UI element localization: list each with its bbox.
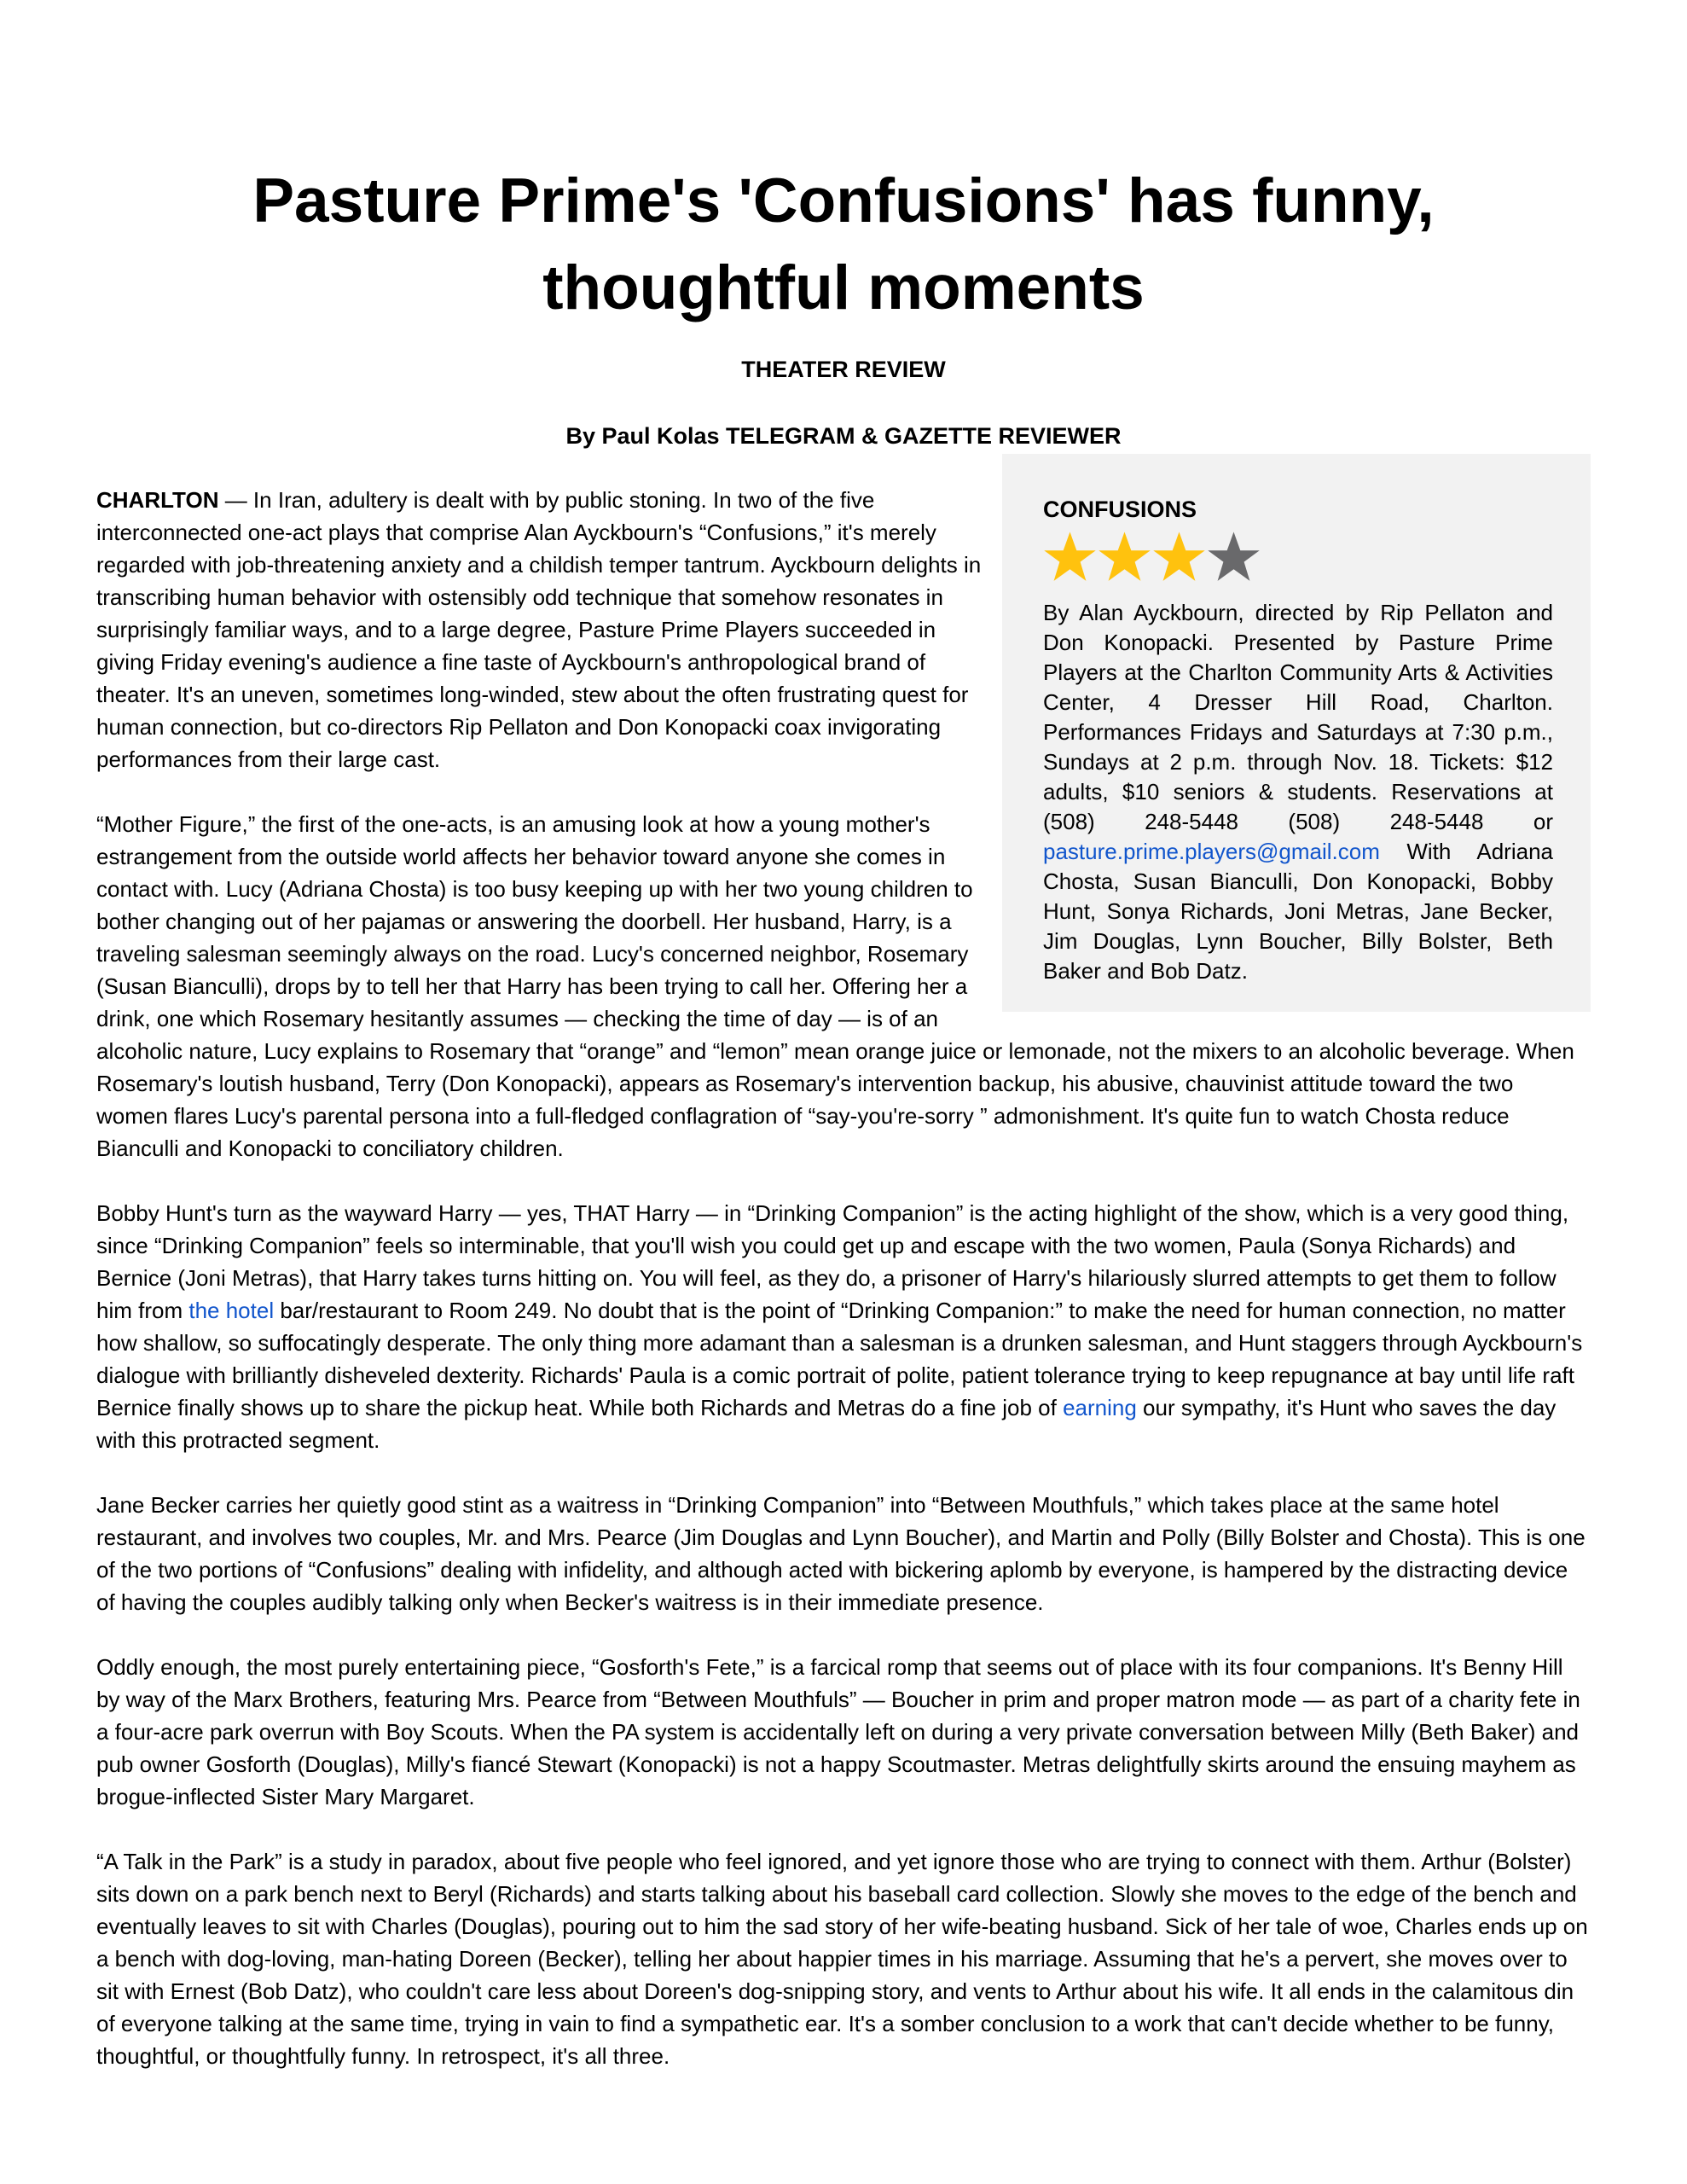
section-kicker: THEATER REVIEW bbox=[741, 357, 946, 382]
show-infobox bbox=[1002, 454, 1591, 1012]
star-filled-icon bbox=[1043, 531, 1097, 583]
infobox-info-text: By Alan Ayckbourn, directed by Rip Pellaton and Don Konopacki. Presented by Pasture Prime Players at the Charlton Community Arts & Activities Center, 4 Dresser Hill Road, Charlton. Performances Fridays and Saturdays at 7:30 p.m., Sundays at 2 p.m. through Nov. 18. Tickets: $12 adults, $10 seniors & students. Reservations at (508) 248-5448 (508) 248-5448 or bbox=[1043, 600, 1553, 834]
star-filled-icon bbox=[1152, 531, 1206, 583]
article-body bbox=[96, 484, 1591, 2072]
infobox-title: CONFUSIONS bbox=[1043, 497, 1197, 522]
article-paragraph-2: “Mother Figure,” the first of the one-acts, is an amusing look at how a young mother's estrangement from the outside world affects her behavior toward anyone she comes in contact with. Lucy (Adriana Chosta) is too busy keeping up with her two young children to bother changing out of her pajamas or answering the doorbell. Her husband, Harry, is a traveling salesman seemingly always on the road. Lucy's concerned neighbor, Rosemary (Susan Bianculli), drops by to tell her that Harry has been trying to call her. Offering her a drink, one which Rosemary hesitantly assumes — checking the time of day — is of an alcoholic nature, Lucy explains to Rosemary that “orange” and “lemon” mean orange juice or lemonade, not the mixers to an alcoholic beverage. When Rosemary's loutish husband, Terry (Don Konopacki), appears as Rosemary's intervention backup, his abusive, chauvinist attitude toward the two women flares Lucy's parental persona into a full-fledged conflagration of “say-you're-sorry ” admonishment. It's quite fun to watch Chosta reduce Bianculli and Konopacki to conciliatory children. bbox=[96, 811, 1574, 1161]
article-paragraph-3 bbox=[96, 1197, 1591, 1456]
hotel-link[interactable]: the hotel bbox=[188, 1298, 275, 1323]
infobox-cast-text: With Adriana Chosta, Susan Bianculli, Don Konopacki, Bobby Hunt, Sonya Richards, Joni Metras, Jane Becker, Jim Douglas, Lynn Boucher, Billy Bolster, Beth Baker and Bob Datz. bbox=[1043, 839, 1553, 984]
article-paragraph-5: Oddly enough, the most purely entertaining piece, “Gosforth's Fete,” is a farcical romp that seems out of place with its four companions. It's Benny Hill by way of the Marx Brothers, featuring Mrs. Pearce from “Between Mouthfuls” — Boucher in prim and proper matron mode — as part of a charity fete in a four-acre park overrun with Boy Scouts. When the PA system is accidentally left on during a very private conversation between Milly (Beth Baker) and pub owner Gosforth (Douglas), Milly's fiancé Stewart (Konopacki) is not a happy Scoutmaster. Metras delightfully skirts around the ensuing mayhem as brogue-inflected Sister Mary Margaret. bbox=[96, 1654, 1580, 1809]
article-paragraph-4: Jane Becker carries her quietly good stint as a waitress in “Drinking Companion” into “Between Mouthfuls,” which takes place at the same hotel restaurant, and involves two couples, Mr. and Mrs. Pearce (Jim Douglas and Lynn Boucher), and Martin and Polly (Billy Bolster and Chosta). This is one of the two portions of “Confusions” dealing with infidelity, and although acted with bickering aplomb by everyone, is hampered by the distracting device of having the couples audibly talking only when Becker's waitress is in their immediate presence. bbox=[96, 1492, 1586, 1615]
infobox-details bbox=[1043, 598, 1553, 986]
paragraph-text: Bobby Hunt's turn as the wayward Harry — yes, THAT Harry — in “Drinking Companion” is the acting highlight of the show, which is a very good thing, since “Drinking Companion” feels so interminable, that you'll wish you could get up and escape with the two women, Paula (Sonya Richards) and Bernice (Joni Metras), that Harry takes turns hitting on. You will feel, as they do, a prisoner of Harry's hilariously slurred attempts to get them to follow him from bbox=[96, 1200, 1569, 1323]
byline: By Paul Kolas TELEGRAM & GAZETTE REVIEWER bbox=[565, 423, 1122, 449]
page-title: Pasture Prime's 'Confusions' has funny, thoughtful moments bbox=[252, 166, 1435, 322]
star-rating bbox=[1043, 531, 1553, 583]
paragraph-text: — In Iran, adultery is dealt with by public stoning. In two of the five interconnected one-act plays that comprise Alan Ayckbourn's “Confusions,” it's merely regarded with job-threatening anxiety and a childish temper tantrum. Ayckbourn delights in transcribing human behavior with ostensibly odd technique that somehow resonates in surprisingly familiar ways, and to a large degree, Pasture Prime Players succeeded in giving Friday evening's audience a fine taste of Ayckbourn's anthropological brand of theater. It's an uneven, sometimes long-winded, stew about the often frustrating quest for human connection, but co-directors Rip Pellaton and Don Konopacki coax invigorating performances from their large cast. bbox=[96, 487, 982, 772]
earning-link[interactable]: earning bbox=[1063, 1395, 1137, 1420]
paragraph-text: bar/restaurant to Room 249. No doubt that is the point of “Drinking Companion:” to make the need for human connection, no matter how shallow, so suffocatingly desperate. The only thing more adamant than a salesman is a drunken salesman, and Hunt staggers through Ayckbourn's dialogue with brilliantly disheveled dexterity. Richards' Paula is a comic portrait of polite, patient tolerance trying to keep repugnance at bay until life raft Bernice finally shows up to share the pickup heat. While both Richards and Metras do a fine job of bbox=[96, 1298, 1583, 1420]
article-paragraph-6: “A Talk in the Park” is a study in paradox, about five people who feel ignored, and yet ignore those who are trying to connect with them. Arthur (Bolster) sits down on a park bench next to Beryl (Richards) and starts talking about his baseball card collection. Slowly she moves to the edge of the bench and eventually leaves to sit with Charles (Douglas), pouring out to him the sad story of her wife-beating husband. Sick of her tale of woe, Charles ends up on a bench with dog-loving, man-hating Doreen (Becker), telling her about happier times in his marriage. Assuming that he's a pervert, she moves over to sit with Ernest (Bob Datz), who couldn't care less about Doreen's dog-snipping story, and vents to Arthur about his wife. It all ends in the calamitous din of everyone talking at the same time, trying in vain to find a sympathetic ear. It's a somber conclusion to a work that can't decide whether to be funny, thoughtful, or thoughtfully funny. In retrospect, it's all three. bbox=[96, 1849, 1588, 2069]
paragraph-text: our sympathy, it's Hunt who saves the day with this protracted segment. bbox=[96, 1395, 1557, 1453]
star-filled-icon bbox=[1098, 531, 1151, 583]
star-empty-icon bbox=[1207, 531, 1261, 583]
dateline: CHARLTON bbox=[96, 487, 219, 513]
email-link[interactable]: pasture.prime.players@gmail.com bbox=[1043, 839, 1380, 864]
